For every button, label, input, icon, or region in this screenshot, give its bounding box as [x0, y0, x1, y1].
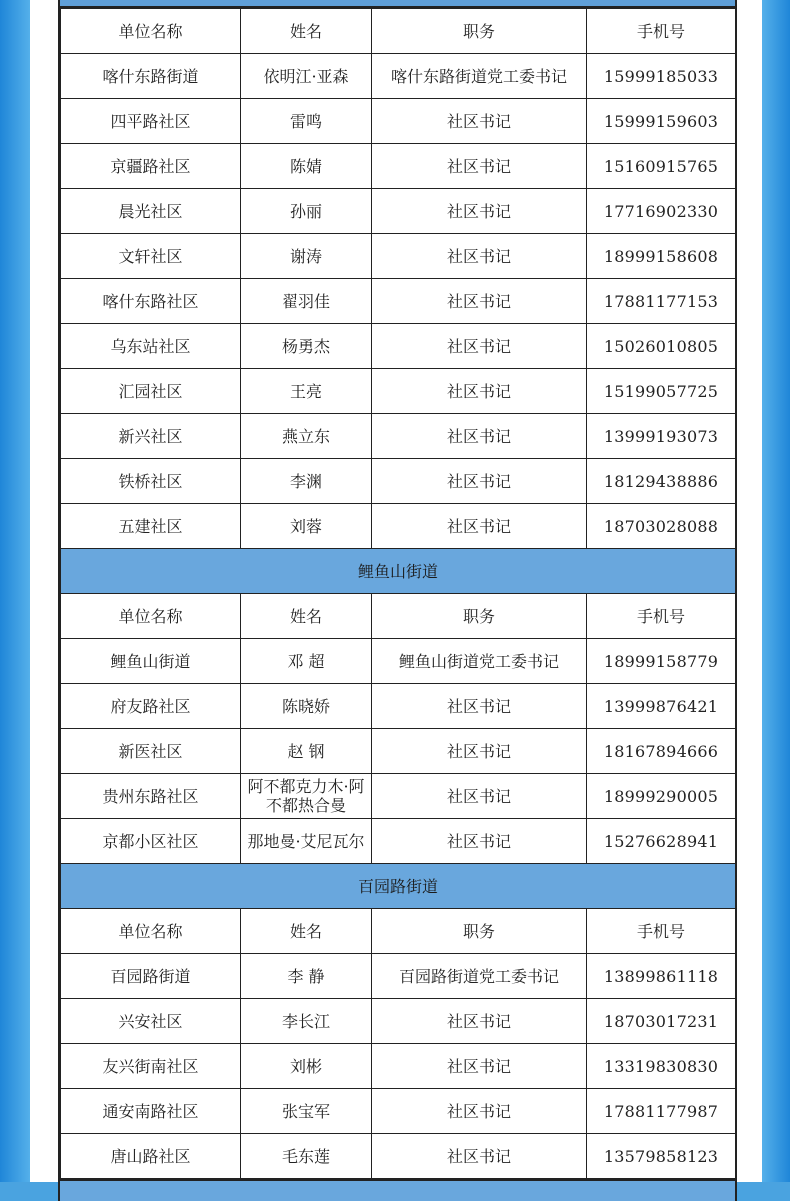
content-panel [30, 0, 762, 1182]
unit-name-cell: 京疆路社区 [61, 144, 241, 189]
table-row [61, 684, 736, 729]
table-row [61, 954, 736, 999]
table-row [61, 144, 736, 189]
phone-cell[interactable]: 18999158608 [587, 234, 736, 279]
position-cell: 社区书记 [372, 684, 587, 729]
phone-cell[interactable]: 17716902330 [587, 189, 736, 234]
column-header-row [61, 9, 736, 54]
unit-name-cell: 四平路社区 [61, 99, 241, 144]
table-row [61, 774, 736, 819]
background-right [762, 0, 790, 1182]
table-row [61, 324, 736, 369]
position-cell: 百园路街道党工委书记 [372, 954, 587, 999]
position-cell: 社区书记 [372, 999, 587, 1044]
person-name-cell: 毛东莲 [241, 1134, 372, 1179]
column-header-row [61, 594, 736, 639]
person-name-cell: 李渊 [241, 459, 372, 504]
section-header-row [61, 549, 736, 594]
column-header: 职务 [372, 9, 587, 54]
position-cell: 社区书记 [372, 1134, 587, 1179]
person-name-cell: 张宝军 [241, 1089, 372, 1134]
unit-name-cell: 晨光社区 [61, 189, 241, 234]
phone-cell[interactable]: 18167894666 [587, 729, 736, 774]
phone-cell[interactable]: 17881177153 [587, 279, 736, 324]
column-header: 手机号 [587, 594, 736, 639]
table-row [61, 99, 736, 144]
phone-cell[interactable]: 15160915765 [587, 144, 736, 189]
column-header: 单位名称 [61, 594, 241, 639]
position-cell: 社区书记 [372, 1089, 587, 1134]
phone-cell[interactable]: 15026010805 [587, 324, 736, 369]
unit-name-cell: 新医社区 [61, 729, 241, 774]
position-cell: 鲤鱼山街道党工委书记 [372, 639, 587, 684]
table-row [61, 504, 736, 549]
phone-cell[interactable]: 15999185033 [587, 54, 736, 99]
unit-name-cell: 通安南路社区 [61, 1089, 241, 1134]
phone-cell[interactable]: 15999159603 [587, 99, 736, 144]
table-row [61, 1134, 736, 1179]
column-header: 手机号 [587, 9, 736, 54]
person-name-cell: 李 静 [241, 954, 372, 999]
unit-name-cell: 唐山路社区 [61, 1134, 241, 1179]
column-header: 单位名称 [61, 9, 241, 54]
phone-cell[interactable]: 18129438886 [587, 459, 736, 504]
person-name-cell: 邓 超 [241, 639, 372, 684]
position-cell: 社区书记 [372, 774, 587, 819]
person-name-cell: 李长江 [241, 999, 372, 1044]
column-header: 单位名称 [61, 909, 241, 954]
unit-name-cell: 铁桥社区 [61, 459, 241, 504]
unit-name-cell: 喀什东路街道 [61, 54, 241, 99]
person-name-cell: 刘蓉 [241, 504, 372, 549]
position-cell: 社区书记 [372, 414, 587, 459]
top-section-strip [60, 0, 735, 8]
unit-name-cell: 汇园社区 [61, 369, 241, 414]
person-name-cell: 陈晓娇 [241, 684, 372, 729]
table-row [61, 459, 736, 504]
phone-cell[interactable]: 13999876421 [587, 684, 736, 729]
unit-name-cell: 喀什东路社区 [61, 279, 241, 324]
table-row [61, 729, 736, 774]
column-header-row [61, 909, 736, 954]
person-name-cell: 杨勇杰 [241, 324, 372, 369]
table-row [61, 414, 736, 459]
unit-name-cell: 鲤鱼山街道 [61, 639, 241, 684]
unit-name-cell: 五建社区 [61, 504, 241, 549]
column-header: 手机号 [587, 909, 736, 954]
phone-cell[interactable]: 15276628941 [587, 819, 736, 864]
phone-cell[interactable]: 18999158779 [587, 639, 736, 684]
person-name-cell: 陈婧 [241, 144, 372, 189]
unit-name-cell: 新兴社区 [61, 414, 241, 459]
column-header: 姓名 [241, 9, 372, 54]
position-cell: 社区书记 [372, 819, 587, 864]
contact-table-wrapper [58, 0, 737, 1201]
person-name-cell: 燕立东 [241, 414, 372, 459]
position-cell: 社区书记 [372, 729, 587, 774]
phone-cell[interactable]: 17881177987 [587, 1089, 736, 1134]
contact-table-body [61, 9, 736, 1179]
person-name-cell: 谢涛 [241, 234, 372, 279]
phone-cell[interactable]: 13579858123 [587, 1134, 736, 1179]
position-cell: 社区书记 [372, 234, 587, 279]
unit-name-cell: 贵州东路社区 [61, 774, 241, 819]
position-cell: 喀什东路街道党工委书记 [372, 54, 587, 99]
unit-name-cell: 文轩社区 [61, 234, 241, 279]
table-row [61, 639, 736, 684]
phone-cell[interactable]: 18703028088 [587, 504, 736, 549]
person-name-cell: 那地曼·艾尼瓦尔 [241, 819, 372, 864]
column-header: 姓名 [241, 594, 372, 639]
phone-cell[interactable]: 13999193073 [587, 414, 736, 459]
table-row [61, 279, 736, 324]
unit-name-cell: 乌东站社区 [61, 324, 241, 369]
section-header-row [61, 864, 736, 909]
position-cell: 社区书记 [372, 279, 587, 324]
person-name-cell: 依明江·亚森 [241, 54, 372, 99]
person-name-cell: 阿不都克力木·阿不都热合曼 [241, 774, 372, 819]
unit-name-cell: 府友路社区 [61, 684, 241, 729]
person-name-cell: 翟羽佳 [241, 279, 372, 324]
phone-cell[interactable]: 18999290005 [587, 774, 736, 819]
column-header: 姓名 [241, 909, 372, 954]
position-cell: 社区书记 [372, 504, 587, 549]
table-row [61, 1044, 736, 1089]
person-name-cell: 孙丽 [241, 189, 372, 234]
unit-name-cell: 兴安社区 [61, 999, 241, 1044]
phone-cell[interactable]: 13899861118 [587, 954, 736, 999]
contact-table [60, 8, 736, 1179]
position-cell: 社区书记 [372, 369, 587, 414]
unit-name-cell: 友兴街南社区 [61, 1044, 241, 1089]
phone-cell[interactable]: 13319830830 [587, 1044, 736, 1089]
person-name-cell: 赵 钢 [241, 729, 372, 774]
column-header: 职务 [372, 909, 587, 954]
phone-cell[interactable]: 15199057725 [587, 369, 736, 414]
position-cell: 社区书记 [372, 144, 587, 189]
position-cell: 社区书记 [372, 189, 587, 234]
unit-name-cell: 百园路街道 [61, 954, 241, 999]
section-title: 鲤鱼山街道 [61, 549, 736, 594]
table-row [61, 819, 736, 864]
bottom-section-strip [60, 1179, 735, 1201]
table-row [61, 999, 736, 1044]
unit-name-cell: 京都小区社区 [61, 819, 241, 864]
position-cell: 社区书记 [372, 459, 587, 504]
table-row [61, 189, 736, 234]
person-name-cell: 王亮 [241, 369, 372, 414]
table-row [61, 1089, 736, 1134]
position-cell: 社区书记 [372, 324, 587, 369]
section-title: 百园路街道 [61, 864, 736, 909]
person-name-cell: 雷鸣 [241, 99, 372, 144]
column-header: 职务 [372, 594, 587, 639]
table-row [61, 54, 736, 99]
position-cell: 社区书记 [372, 99, 587, 144]
table-row [61, 234, 736, 279]
phone-cell[interactable]: 18703017231 [587, 999, 736, 1044]
position-cell: 社区书记 [372, 1044, 587, 1089]
background-left [0, 0, 30, 1182]
table-row [61, 369, 736, 414]
person-name-cell: 刘彬 [241, 1044, 372, 1089]
